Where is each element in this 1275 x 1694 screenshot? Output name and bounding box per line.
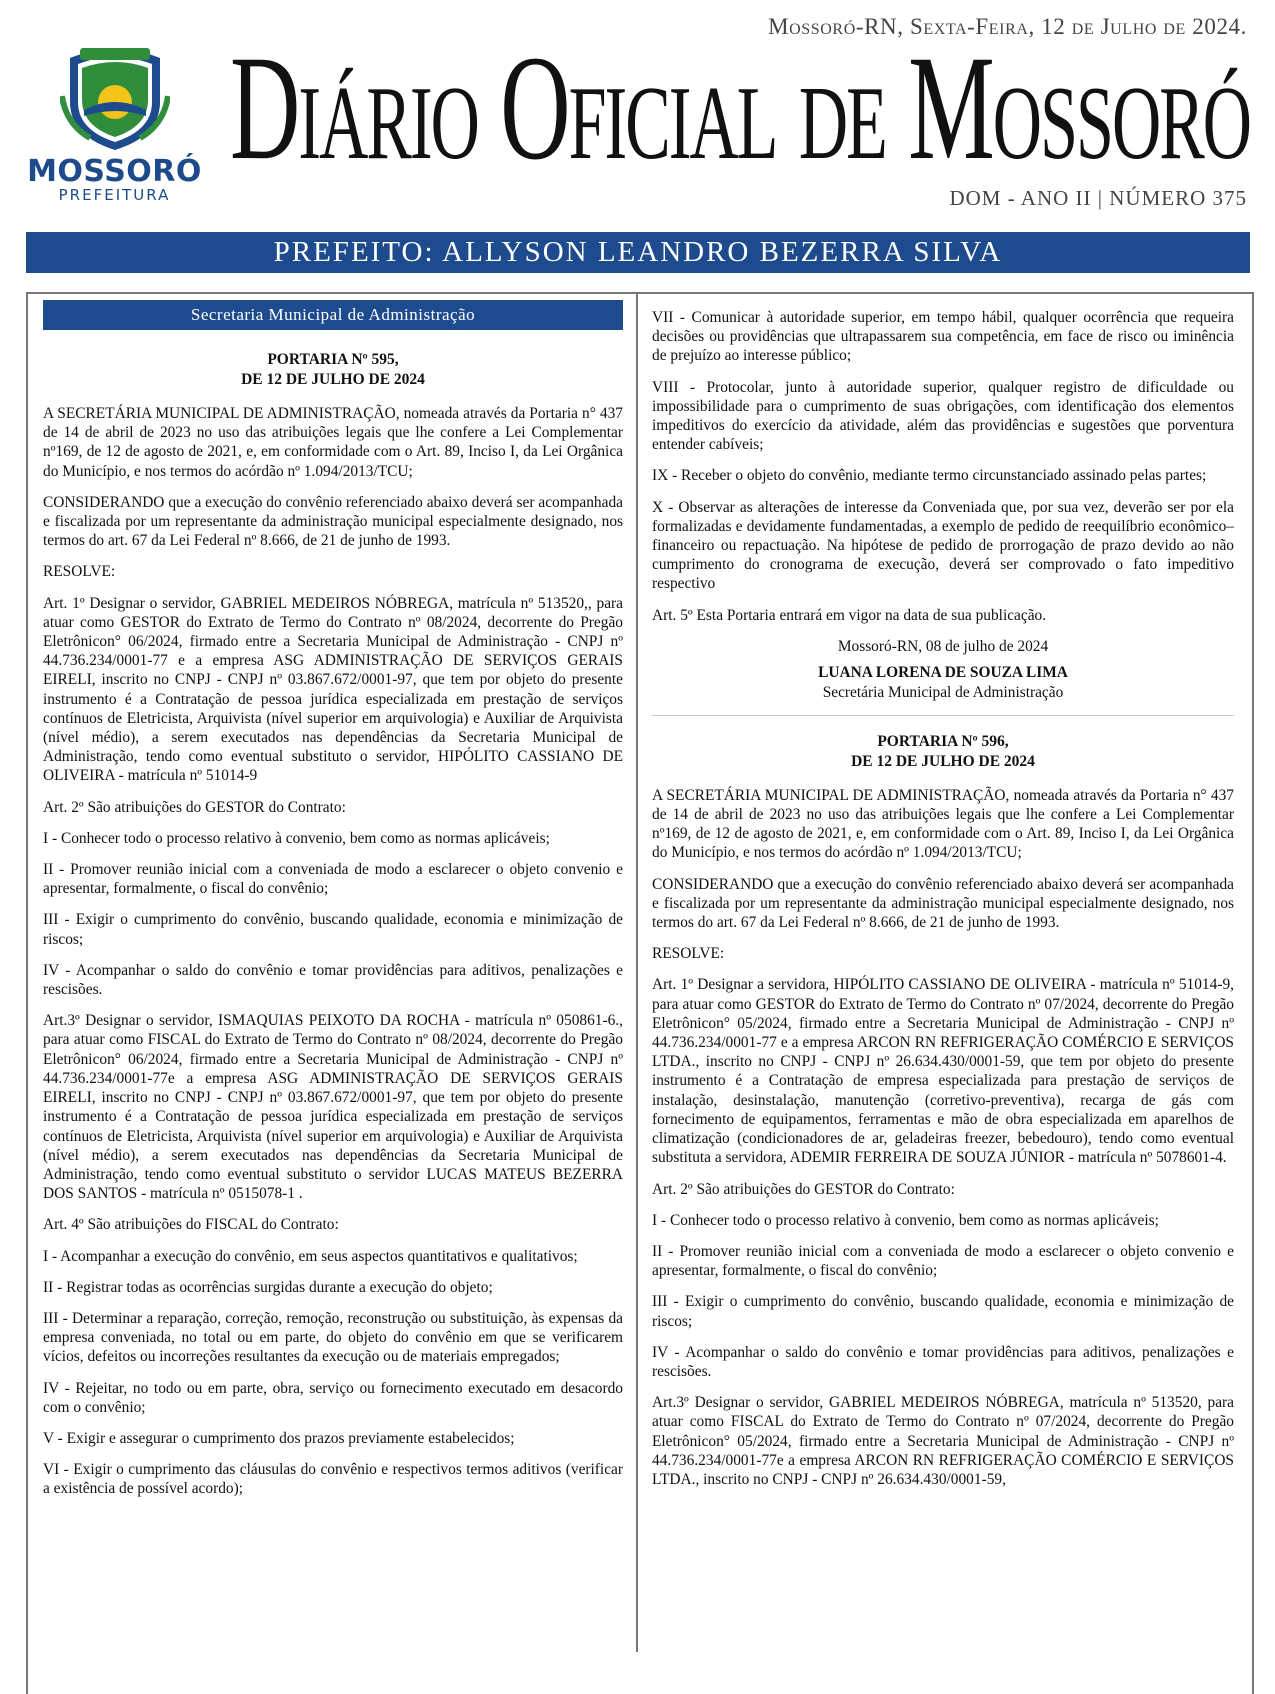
paragraph: V - Exigir e assegurar o cumprimento dos prazos previamente estabelecidos; [43,1429,515,1447]
paragraph: IV - Acompanhar o saldo do convênio e tomar providências para aditivos, penalizações e rescisões. [43,961,623,999]
portaria-596-number: PORTARIA Nº 596, [877,732,1009,750]
paragraph: RESOLVE: [652,945,725,963]
paragraph: Art. 2º São atribuições do GESTOR do Contrato: [43,798,346,816]
signature-block [652,637,1234,703]
mayor-banner: PREFEITO: ALLYSON LEANDRO BEZERRA SILVA [26,232,1250,273]
paragraph: I - Conhecer todo o processo relativo à convenio, bem como as normas aplicáveis; [652,1211,1159,1229]
paragraph: A SECRETÁRIA MUNICIPAL DE ADMINISTRAÇÃO, nomeada através da Portaria n° 437 de 14 de abril de 2023 no uso das atribuições legais que lhe confere a Lei Complementar nº169, de 12 de agosto de 2021, e, em conformidade com o Art. 89, Inciso I, da Lei Orgânica do Município, e nos termos do acórdão nº 1.094/2013/TCU; [652,786,1234,862]
masthead-text: Diário Oficial de Mossoró [230,30,1250,190]
signatory-role: Secretária Municipal de Administração [822,683,1064,701]
paragraph: X - Observar as alterações de interesse da Conveniada que, por sua vez, deverão ser por ela formalizadas e devidamente fundamentadas, a exemplo de pedido de reequilíbrio econômico–financeiro ou repactuação. Na hipótese de pedido de prorrogação de prazo devido ao não cumprimento do cronograma de execução, deverá ser comprovado o fato impeditivo respectivo [652,498,1234,593]
paragraph: Art.3º Designar o servidor, GABRIEL MEDEIROS NÓBREGA, matrícula nº 513520, para atuar como FISCAL do Extrato de Termo do Contrato nº 07/2024, decorrente do Pregão Eletrônicon° 05/2024, firmado entre a Secretaria Municipal de Administração - CNPJ nº 44.736.234/0001-77e a empresa ARCON RN REFRIGERAÇÃO COMÉRCIO E SERVIÇOS LTDA., inscrito no CNPJ - CNPJ nº 26.634.430/0001-59, [652,1394,1234,1488]
section-header: Secretaria Municipal de Administração [43,300,623,330]
paragraph: RESOLVE: [43,563,116,581]
masthead-title [230,30,1250,190]
paragraph: III - Exigir o cumprimento do convênio, buscando qualidade, economia e minimização de riscos; [652,1293,1234,1330]
portaria-595-date: DE 12 DE JULHO DE 2024 [241,371,425,388]
signatory-name: LUANA LORENA DE SOUZA LIMA [818,663,1068,681]
paragraph: Art. 1º Designar a servidora, HIPÓLITO CASSIANO DE OLIVEIRA - matrícula nº 51014-9, para atuar como GESTOR do Extrato de Termo do Contrato nº 07/2024, decorrente do Pregão Eletrônicon° 05/2024, firmado entre a Secretaria Municipal de Administração - CNPJ nº 44.736.234/0001-77 e a empresa ARCON RN REFRIGERAÇÃO COMÉRCIO E SERVIÇOS LTDA., inscrito no CNPJ - CNPJ nº 26.634.430/0001-59, que tem por objeto do presente instrumento é a Contratação de empresa especializada para prestação de serviços de instalação, desinstalação, manutenção (corretivo-preventiva), recarga de gás com fornecimento de equipamentos, ferramentas e mão de obra especializada em aparelhos de climatização (condicionadores de ar, geladeiras freezer, bebedouro), tendo como eventual substituta a servidora, ADEMIR FERREIRA DE SOUZA JÚNIOR - matrícula nº 5078601-4. [652,976,1234,1167]
issue-number: DOM - ANO II | NÚMERO 375 [949,186,1247,210]
paragraph: III - Exigir o cumprimento do convênio, buscando qualidade, economia e minimização de riscos; [43,911,623,948]
paragraph: Art. 2º São atribuições do GESTOR do Contrato: [652,1180,955,1198]
paragraph: I - Conhecer todo o processo relativo à convenio, bem como as normas aplicáveis; [43,829,550,847]
separator [652,715,1234,716]
paragraph: VIII - Protocolar, junto à autoridade superior, qualquer registro de dificuldade ou impossibilidade para o cumprimento de suas obrigações, com identificação dos elementos impeditivos do exercício da atividade, além das providências e sugestões que porventura entender cabíveis; [652,378,1234,454]
coat-of-arms-icon [60,44,170,152]
logo-subtitle: PREFEITURA [58,186,171,204]
paragraph: III - Determinar a reparação, correção, remoção, reconstrução ou substituição, às expensas da empresa conveniada, no total ou em parte, do objeto do convênio em que se verificarem vícios, defeitos ou incorreções resultantes da execução ou de materiais empregados; [43,1309,623,1366]
paragraph: I - Acompanhar a execução do convênio, em seus aspectos quantitativos e qualitativos; [43,1247,578,1265]
paragraph: Art.3º Designar o servidor, ISMAQUIAS PEIXOTO DA ROCHA - matrícula nº 050861-6., para atuar como FISCAL do Extrato de Termo do Contrato nº 08/2024, decorrente do Pregão Eletrônicon° 06/2024, firmado entre a Secretaria Municipal de Administração - CNPJ nº 44.736.234/0001-77e a empresa ASG ADMINISTRAÇÃO DE SERVIÇOS GERAIS EIRELI, inscrito no CNPJ - CNPJ nº 03.867.672/0001-97, que tem por objeto do presente instrumento é a Contratação de pessoa jurídica especializada em prestação de serviços contínuos de Eletricista, Arquivista (nível superior em arquivologia) e Auxiliar de Arquivista (nível médio), a serem executados nas dependências da Secretaria Municipal de Administração, tendo como eventual substituto o servidor LUCAS MATEUS BEZERRA DOS SANTOS - matrícula nº 0515078-1 . [43,1012,623,1203]
logo-name: MOSSORÓ [27,154,202,189]
portaria-596-title [652,732,1234,772]
place-date: Mossoró-RN, 08 de julho de 2024 [837,637,1049,655]
portaria-596-date: DE 12 DE JULHO DE 2024 [851,752,1035,770]
prefeitura-logo [22,44,207,204]
column-divider [636,292,638,1652]
right-column [652,308,1234,1501]
paragraph: CONSIDERANDO que a execução do convênio referenciado abaixo deverá ser acompanhada e fiscalizada por um representante da administração municipal especialmente designado, nos termos do art. 67 da Lei Federal nº 8.666, de 21 de junho de 1993. [43,493,623,550]
left-column [43,300,623,1511]
dateline: Mossoró-RN, Sexta-Feira, 12 de Julho de 2024. [768,14,1247,39]
paragraph: A SECRETÁRIA MUNICIPAL DE ADMINISTRAÇÃO, nomeada através da Portaria n° 437 de 14 de abril de 2023 no uso das atribuições legais que lhe confere a Lei Complementar nº169, de 12 de agosto de 2021, e, em conformidade com o Art. 89, Inciso I, da Lei Orgânica do Município, e nos termos do acórdão nº 1.094/2013/TCU; [43,405,623,480]
paragraph: II - Promover reunião inicial com a conveniada de modo a esclarecer o objeto convenio e apresentar, formalmente, o fiscal do convênio; [43,861,623,898]
paragraph: Art. 1º Designar o servidor, GABRIEL MEDEIROS NÓBREGA, matrícula nº 513520,, para atuar como GESTOR do Extrato de Termo do Contrato nº 08/2024, decorrente do Pregão Eletrônicon° 06/2024, firmado entre a Secretaria Municipal de Administração - CNPJ nº 44.736.234/0001-77 e a empresa ASG ADMINISTRAÇÃO DE SERVIÇOS GERAIS EIRELI, inscrito no CNPJ - CNPJ nº 03.867.672/0001-97, que tem por objeto do presente instrumento é a Contratação de pessoa jurídica especializada em prestação de serviços contínuos de Eletricista, Arquivista (nível superior em arquivologia) e Auxiliar de Arquivista (nível médio), a serem executados nas dependências da Secretaria Municipal de Administração, tendo como eventual substituto o servidor, HIPÓLITO CASSIANO DE OLIVEIRA - matrícula nº 51014-9 [43,594,623,785]
paragraph: IX - Receber o objeto do convênio, mediante termo circunstanciado assinado pelas partes; [652,467,1207,485]
portaria-595-title [43,350,623,390]
paragraph: Art. 4º São atribuições do FISCAL do Contrato: [43,1216,339,1234]
paragraph: II - Registrar todas as ocorrências surgidas durante a execução do objeto; [43,1278,493,1296]
paragraph: Art. 5º Esta Portaria entrará em vigor na data de sua publicação. [652,606,1047,624]
paragraph: VII - Comunicar à autoridade superior, em tempo hábil, qualquer ocorrência que requeira decisões ou providências que ultrapassarem sua competência, em face de risco ou iminência de prejuízo ao interesse público; [652,309,1234,365]
portaria-595-number: PORTARIA Nº 595, [267,351,399,368]
paragraph: IV - Rejeitar, no todo ou em parte, obra, serviço ou fornecimento executado em desacordo com o convênio; [43,1379,623,1416]
paragraph: CONSIDERANDO que a execução do convênio referenciado abaixo deverá ser acompanhada e fiscalizada por um representante da administração municipal especialmente designado, nos termos do art. 67 da Lei Federal nº 8.666, de 21 de junho de 1993. [652,875,1234,932]
paragraph: IV - Acompanhar o saldo do convênio e tomar providências para aditivos, penalizações e rescisões. [652,1343,1234,1380]
paragraph: II - Promover reunião inicial com a conveniada de modo a esclarecer o objeto convenio e apresentar, formalmente, o fiscal do convênio; [652,1242,1234,1280]
paragraph: VI - Exigir o cumprimento das cláusulas do convênio e respectivos termos aditivos (verificar a existência de possível acordo); [43,1461,623,1498]
